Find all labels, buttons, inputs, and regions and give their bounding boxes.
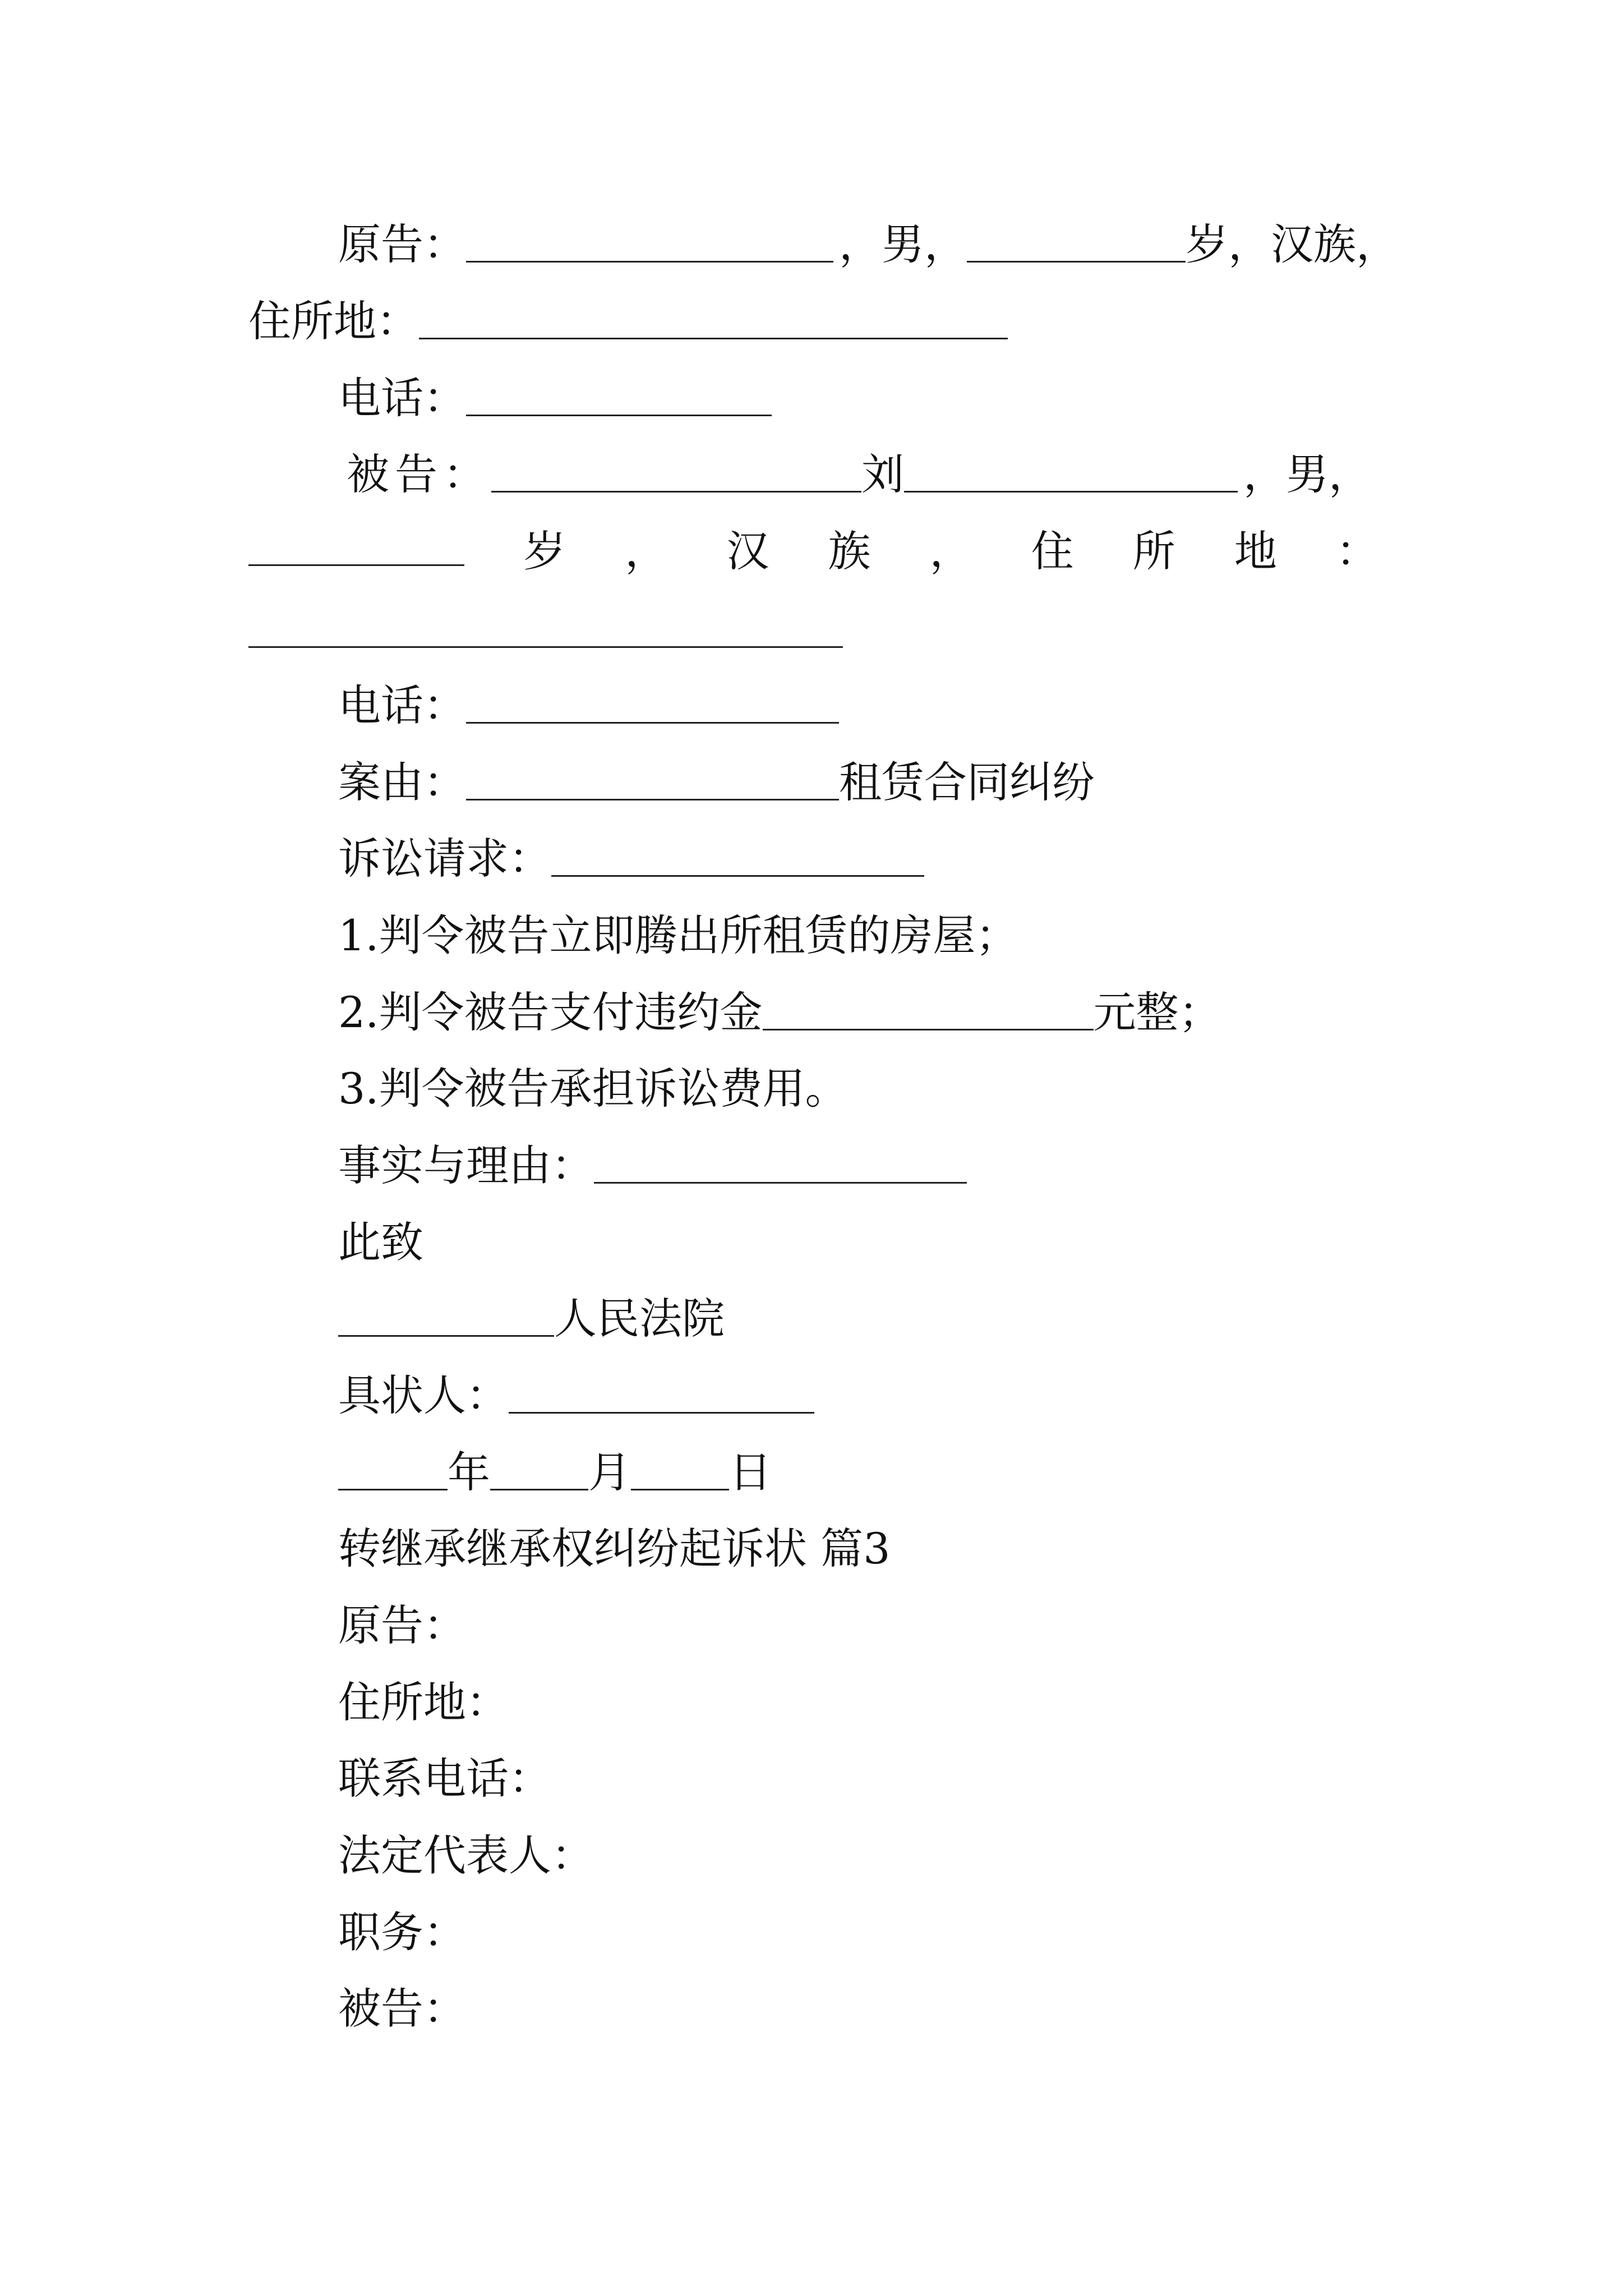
defendant-blank-2[interactable] [904,485,1238,493]
claim-item-2-suffix: 元整； [1093,987,1221,1037]
month-blank[interactable] [490,1483,588,1490]
plaintiff-label: 原告： [338,219,466,269]
signer-label: 具状人： [338,1370,509,1420]
defendant-age-text: 岁 [523,526,566,576]
defendant-address-line [248,609,843,651]
plaintiff-address-line [248,296,1008,346]
defendant-comma-2: ， [929,526,972,576]
plaintiff-name-blank[interactable] [466,255,833,263]
defendant-age-line [248,526,1378,576]
plaintiff-line [338,219,1399,269]
plaintiff-gender: ，男， [839,219,967,269]
claims-line [338,834,924,884]
defendant-colon: ： [1335,526,1378,576]
plaintiff-address-label: 住所地： [248,296,419,346]
defendant-age-blank[interactable] [248,559,464,566]
plaintiff-address-blank[interactable] [419,332,1008,339]
defendant-label: 被告： [347,449,491,499]
defendant-gender: ，男， [1243,449,1371,499]
case-cause-text: 租赁合同纠纷 [839,757,1095,807]
month-label: 月 [588,1447,631,1497]
defendant-zhu: 住 [1031,526,1074,576]
field-phone: 联系电话： [338,1754,551,1803]
defendant-phone-blank[interactable] [466,716,839,724]
signer-blank[interactable] [509,1406,814,1414]
plaintiff-age-blank[interactable] [967,255,1186,263]
claim-item-3: 3.判令被告承担诉讼费用。 [338,1064,848,1114]
court-text: 人民法院 [554,1294,725,1343]
plaintiff-phone-label: 电话： [338,373,466,423]
defendant-zu: 族 [828,526,871,576]
court-line [338,1294,725,1343]
date-line [338,1447,772,1497]
year-blank[interactable] [338,1483,448,1490]
facts-line [338,1140,967,1190]
case-cause-label: 案由： [338,757,466,807]
defendant-blank-1[interactable] [491,485,861,493]
case-cause-blank[interactable] [466,793,839,800]
penalty-amount-blank[interactable] [763,1023,1094,1030]
facts-blank[interactable] [594,1176,967,1184]
claim-item-2 [338,987,1221,1037]
defendant-suo: 所 [1132,526,1175,576]
defendant-comma-1: ， [625,526,668,576]
defendant-han: 汉 [726,526,769,576]
defendant-phone-line [338,680,839,730]
claims-label: 诉讼请求： [338,834,551,884]
plaintiff-phone-line [338,373,772,423]
defendant-phone-label: 电话： [338,680,466,730]
field-position: 职务： [338,1907,466,1957]
field-defendant: 被告： [338,1984,466,2033]
field-plaintiff: 原告： [338,1600,466,1650]
closing-to: 此致 [338,1217,423,1267]
section-title: 转继承继承权纠纷起诉状 篇3 [338,1524,891,1573]
defendant-address-blank[interactable] [248,641,843,648]
defendant-di: 地 [1234,526,1277,576]
plaintiff-phone-blank[interactable] [466,409,772,416]
plaintiff-age-suffix: 岁，汉族， [1186,219,1399,269]
day-blank[interactable] [631,1483,729,1490]
court-name-blank[interactable] [338,1329,554,1337]
day-label: 日 [729,1447,772,1497]
claims-blank[interactable] [551,869,924,877]
claim-item-1: 1.判令被告立即腾出所租赁的房屋； [338,910,1018,960]
year-label: 年 [448,1447,490,1497]
claim-item-2-text: 2.判令被告支付违约金 [338,987,763,1037]
facts-label: 事实与理由： [338,1140,594,1190]
field-legal-rep: 法定代表人： [338,1830,594,1880]
signer-line [338,1370,814,1420]
defendant-surname: 刘 [861,449,904,499]
case-cause-line [338,757,1095,807]
field-address: 住所地： [338,1677,509,1727]
defendant-line [347,449,1371,499]
